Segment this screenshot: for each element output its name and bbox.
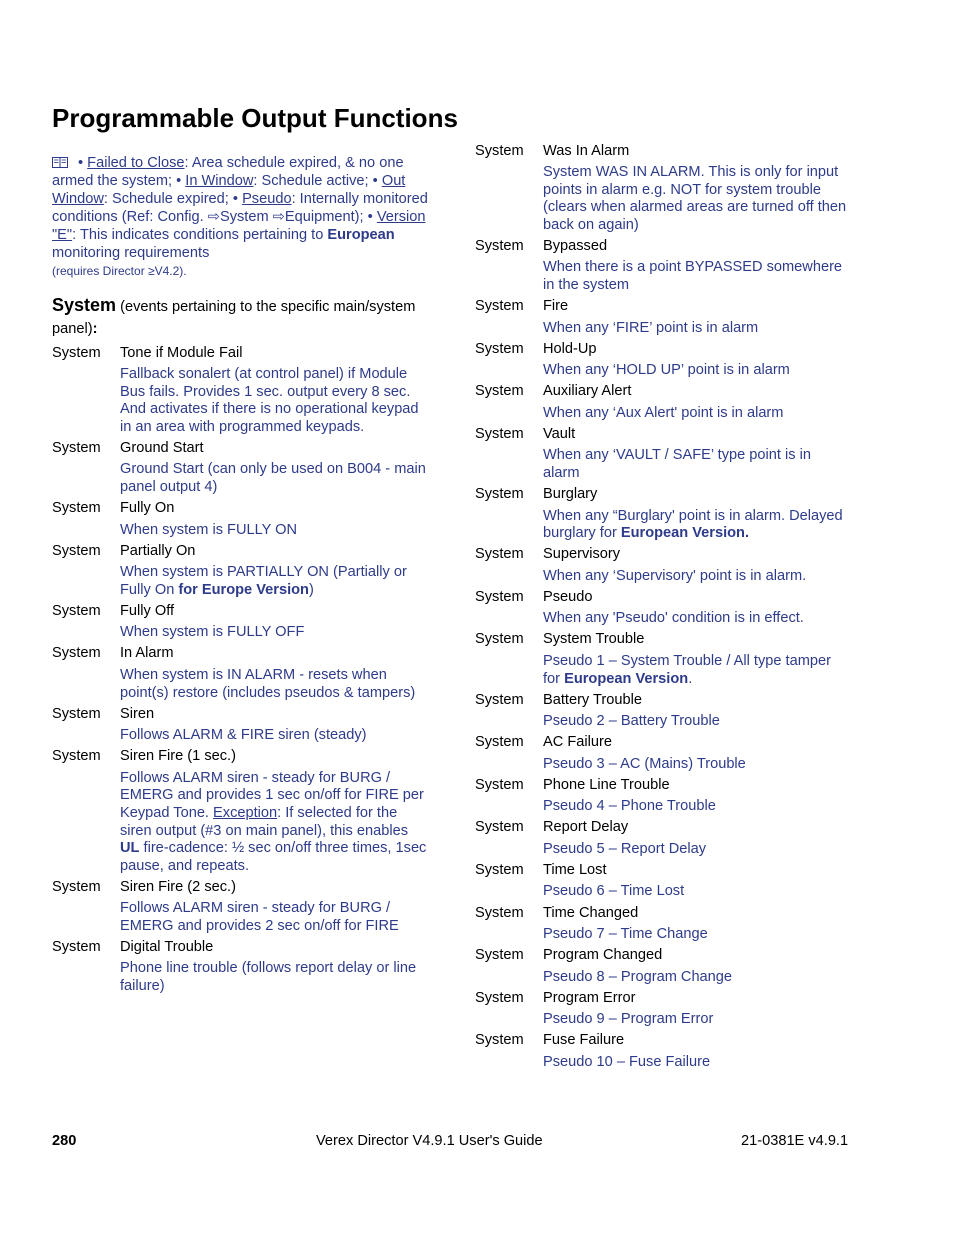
entry (52, 540, 442, 600)
entry-category: System (475, 631, 524, 648)
entry-row (475, 544, 875, 565)
book-icon (52, 157, 68, 168)
entry-function: Burglary (543, 486, 598, 503)
bullet: • (232, 191, 243, 207)
entry (475, 423, 875, 483)
failed-to-close-link[interactable]: Failed to Close (87, 155, 185, 171)
entry-category: System (52, 748, 101, 765)
entry-function: Siren Fire (2 sec.) (120, 878, 236, 895)
entry-category: System (475, 861, 524, 878)
intro-text: : Schedule active; (253, 173, 373, 189)
entry-row (52, 876, 442, 897)
entry-function: Auxiliary Alert (543, 383, 632, 400)
entry-row (475, 484, 875, 505)
entry-row (52, 342, 442, 363)
entry-row (52, 498, 442, 519)
entry-row (52, 540, 442, 561)
entry-function: Partially On (120, 542, 196, 559)
entry-function: Fuse Failure (543, 1032, 625, 1049)
intro-paragraph (52, 154, 432, 280)
entry-category: System (52, 938, 101, 955)
out-window-link[interactable]: Out Window (52, 173, 406, 207)
underlined-text: Exception (213, 804, 278, 821)
entry (475, 629, 875, 689)
entry-row (475, 296, 875, 317)
entry-category: System (475, 486, 524, 503)
entry-category: System (475, 588, 524, 605)
entry-category: System (475, 1032, 524, 1049)
entry (52, 643, 442, 703)
bold-text: European Version (564, 670, 689, 687)
intro-text: : Internally monitored conditions (Ref: Config. ⇨System ⇨Equipment); (52, 191, 428, 225)
entry-category: System (52, 705, 101, 722)
entry-description: Pseudo 2 – Battery Trouble (543, 713, 720, 730)
bullet: • (176, 173, 186, 189)
entry-description (543, 505, 848, 544)
entry (475, 902, 875, 945)
entry-category: System (475, 142, 524, 159)
bold-text: European Version. (620, 525, 750, 542)
entry-category: System (475, 947, 524, 964)
entry-description: Ground Start (can only be used on B004 - main panel output 4) (120, 461, 426, 495)
entry-function: Report Delay (543, 819, 629, 836)
system-heading (52, 294, 432, 340)
system-heading-desc: (events pertaining to the specific main/system panel) (52, 299, 416, 337)
in-window-link[interactable]: In Window (185, 173, 254, 189)
entry-row (52, 746, 442, 767)
european-label: European (327, 227, 395, 243)
entry-description: When there is a point BYPASSED somewhere in the system (543, 259, 843, 293)
bullet: • (78, 155, 88, 171)
entry-function: Hold-Up (543, 340, 597, 357)
entry-category: System (475, 298, 524, 315)
entry-row (475, 732, 875, 753)
entry-category: System (52, 439, 101, 456)
left-column (52, 342, 442, 997)
entry (52, 498, 442, 541)
heading-colon: : (92, 321, 98, 337)
entry-row (475, 902, 875, 923)
entry-function: Ground Start (120, 439, 204, 456)
entry-row (475, 774, 875, 795)
entry-function: Program Error (543, 989, 636, 1006)
entry-category: System (475, 383, 524, 400)
entry (475, 484, 875, 544)
entry (475, 732, 875, 775)
entry (475, 689, 875, 732)
entry-category: System (475, 237, 524, 254)
entry-function: In Alarm (120, 645, 174, 662)
entry-row (52, 643, 442, 664)
version-e-link[interactable]: Version "E" (52, 209, 426, 243)
entry-function: Tone if Module Fail (120, 344, 243, 361)
entry-description (120, 561, 430, 600)
entry-description: Pseudo 6 – Time Lost (543, 883, 685, 900)
entry-function: Pseudo (543, 588, 593, 605)
entry-category: System (475, 776, 524, 793)
entry-category: System (52, 645, 101, 662)
entry-description: Pseudo 7 – Time Change (543, 926, 708, 943)
entry-row (52, 703, 442, 724)
intro-text: : Schedule expired; (103, 191, 233, 207)
description-text: ) (308, 581, 314, 598)
pseudo-link[interactable]: Pseudo (242, 191, 292, 207)
bold-text: for Europe Version (178, 581, 309, 598)
requires-note: (requires Director ≥V4.2). (52, 264, 187, 278)
description-text: Follows ALARM siren - steady for BURG / EMERG and provides 1 sec on/off for FIRE per Keypad Tone. (120, 769, 424, 821)
entry-row (475, 1030, 875, 1051)
entry-category: System (52, 500, 101, 517)
system-heading-label: System (52, 295, 117, 315)
entry-function: Time Lost (543, 861, 607, 878)
footer-title: Verex Director V4.9.1 User's Guide (316, 1133, 543, 1149)
entry-function: Battery Trouble (543, 691, 642, 708)
entry-category: System (475, 425, 524, 442)
entry-description: When system is IN ALARM - resets when point(s) restore (includes pseudos & tampers) (120, 666, 416, 701)
description-text: fire-cadence: ½ sec on/off three times, 1sec pause, and repeats. (120, 840, 427, 874)
entry-category: System (475, 989, 524, 1006)
entry (52, 437, 442, 497)
entry-function: Siren (120, 705, 155, 722)
entry-category: System (52, 542, 101, 559)
entry-row (475, 140, 875, 161)
entry-function: Fire (543, 298, 569, 315)
entry-description: When any ‘FIRE’ point is in alarm (543, 319, 759, 336)
entry-row (52, 437, 442, 458)
entry-function: System Trouble (543, 631, 645, 648)
entry-description: Phone line trouble (follows report delay or line failure) (120, 960, 417, 995)
entry-description (120, 767, 430, 877)
entry (475, 381, 875, 424)
entry (52, 876, 442, 936)
entry (475, 235, 875, 295)
entry-row (475, 817, 875, 838)
entry-description: Pseudo 4 – Phone Trouble (543, 798, 716, 815)
entry (475, 1030, 875, 1073)
entry (475, 586, 875, 629)
entry-category: System (475, 734, 524, 751)
entry-function: Vault (543, 425, 576, 442)
entry-category: System (475, 546, 524, 563)
entry-description: Pseudo 10 – Fuse Failure (543, 1053, 711, 1070)
entry-description: Follows ALARM siren - steady for BURG / EMERG and provides 2 sec on/off for FIRE (120, 900, 399, 934)
entry-row (475, 689, 875, 710)
entry-description: Pseudo 9 – Program Error (543, 1011, 714, 1028)
entry-description: When any ‘VAULT / SAFE’ type point is in alarm (543, 447, 811, 481)
entry-description (543, 650, 848, 689)
footer-doc-id: 21-0381E v4.9.1 (741, 1133, 849, 1149)
entry-category: System (475, 819, 524, 836)
description-text: : If selected for the siren output (#3 on main panel), this enables (120, 804, 408, 839)
entry (475, 338, 875, 381)
entry-row (475, 945, 875, 966)
entry-category: System (52, 602, 101, 619)
entry-row (52, 936, 442, 957)
entry-description: Follows ALARM & FIRE siren (steady) (120, 727, 367, 744)
entry (52, 746, 442, 877)
entry-category: System (475, 904, 524, 921)
entry-category: System (475, 691, 524, 708)
entry-row (475, 586, 875, 607)
entry (475, 945, 875, 988)
description-text: When any “Burglary' point is in alarm. Delayed burglary for (543, 507, 843, 542)
entry-description: When any ‘Supervisory' point is in alarm. (543, 567, 807, 584)
entry-category: System (52, 344, 101, 361)
entry (475, 544, 875, 587)
bold-text: UL (120, 840, 140, 857)
entry-description: When system is FULLY ON (120, 521, 298, 538)
bullet: • (372, 173, 382, 189)
entry (475, 296, 875, 339)
entry-category: System (475, 340, 524, 357)
entry (475, 774, 875, 817)
entry (475, 859, 875, 902)
entry-description: Fallback sonalert (at control panel) if Module Bus fails. Provides 1 sec. output every 8 sec. And activates if there is no operational keypad in an area with programmed keypads. (120, 366, 419, 435)
entry-function: Digital Trouble (120, 938, 214, 955)
entry-function: Phone Line Trouble (543, 776, 670, 793)
entry-description: When any ‘Aux Alert' point is in alarm (543, 404, 784, 421)
right-column (475, 140, 875, 1072)
entry-row (475, 381, 875, 402)
entry-description: System WAS IN ALARM. This is only for input points in alarm e.g. NOT for system trouble (clears when alarmed areas are turned off then back on again) (543, 164, 847, 233)
page-title: Programmable Output Functions (52, 103, 458, 133)
entry-row (475, 423, 875, 444)
intro-text: monitoring requirements (52, 245, 210, 261)
entry-row (475, 859, 875, 880)
intro-text: : Area schedule expired, & no one armed the system; (52, 155, 404, 189)
entry-description: Pseudo 3 – AC (Mains) Trouble (543, 755, 746, 772)
entry (475, 987, 875, 1030)
entry (52, 703, 442, 746)
bullet: • (367, 209, 377, 225)
entry-description: When system is FULLY OFF (120, 624, 305, 641)
entry-function: Time Changed (543, 904, 639, 921)
entry (475, 140, 875, 235)
entry-description: Pseudo 5 – Report Delay (543, 840, 707, 857)
page-number: 280 (52, 1133, 77, 1149)
entry-function: Siren Fire (1 sec.) (120, 748, 236, 765)
entry-description: When any ‘HOLD UP’ point is in alarm (543, 362, 790, 379)
entry-row (475, 987, 875, 1008)
entry-category: System (52, 878, 101, 895)
entry (475, 817, 875, 860)
entry-row (475, 338, 875, 359)
description-text: Pseudo 1 – System Trouble / All type tamper for (543, 652, 831, 687)
entry-row (52, 600, 442, 621)
description-text: . (688, 670, 693, 687)
entry-function: Fully On (120, 500, 175, 517)
entry-function: Program Changed (543, 947, 663, 964)
description-text: When system is PARTIALLY ON (Partially or Fully On (120, 564, 407, 598)
entry-description: When any 'Pseudo' condition is in effect. (543, 610, 804, 627)
intro-text: : This indicates conditions pertaining to (72, 227, 328, 243)
entry-row (475, 629, 875, 650)
entry-function: Supervisory (543, 546, 621, 563)
entry (52, 600, 442, 643)
entry-function: Bypassed (543, 237, 608, 254)
entry-function: Fully Off (120, 602, 175, 619)
entry-function: Was In Alarm (543, 142, 630, 159)
entry-function: AC Failure (543, 734, 612, 751)
entry (52, 936, 442, 996)
entry-description: Pseudo 8 – Program Change (543, 968, 733, 985)
entry-row (475, 235, 875, 256)
entry (52, 342, 442, 437)
